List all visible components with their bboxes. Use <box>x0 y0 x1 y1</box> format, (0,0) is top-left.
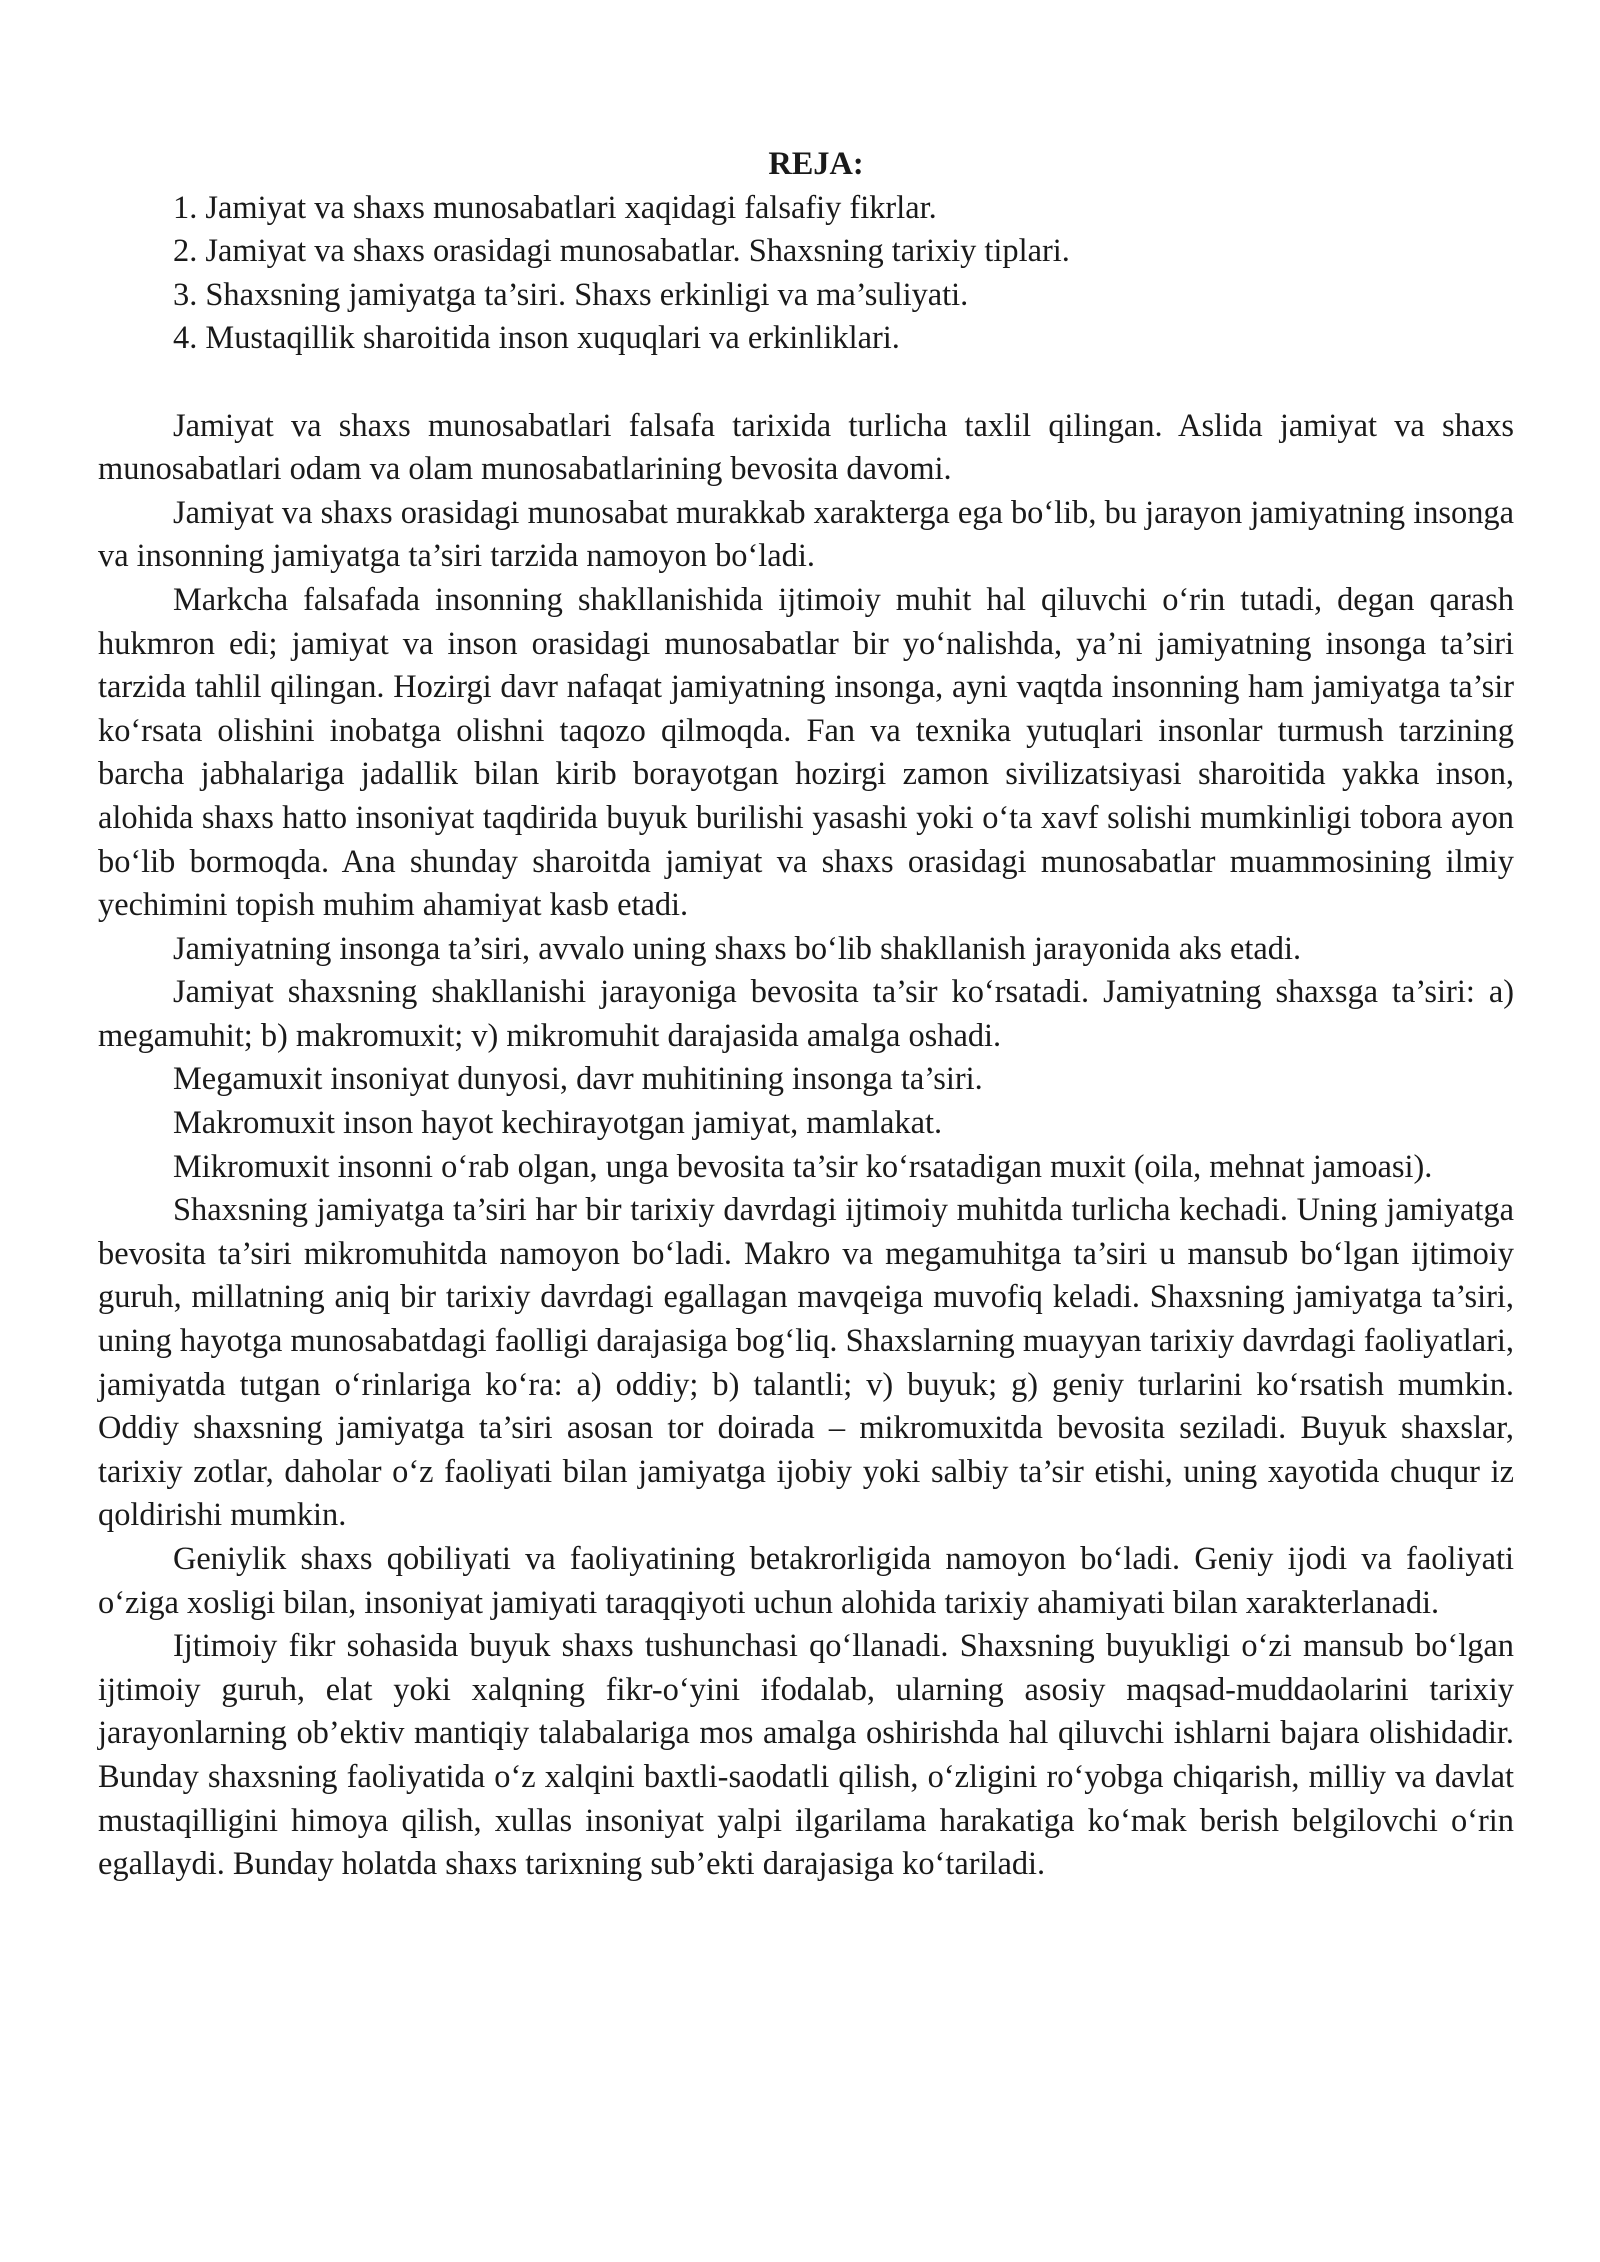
paragraph: Megamuxit insoniyat dunyosi, davr muhitining insonga ta’siri. <box>173 1061 983 1098</box>
page-title: REJA: <box>768 146 864 182</box>
document-page <box>98 143 1514 1887</box>
section-gap <box>98 361 1514 405</box>
paragraph: Makromuxit inson hayot kechirayotgan jamiyat, mamlakat. <box>173 1105 943 1142</box>
paragraph: Mikromuxit insonni o‘rab olgan, unga bevosita ta’sir ko‘rsatadigan muxit (oila, mehnat jamoasi). <box>173 1148 1433 1185</box>
paragraph: Jamiyat va shaxs orasidagi munosabat murakkab xarakterga ega bo‘lib, bu jarayon jamiyatning insonga va insonning jamiyatga ta’siri tarzida namoyon bo‘ladi. <box>98 494 1514 575</box>
paragraph: Jamiyat shaxsning shakllanishi jarayoniga bevosita ta’sir ko‘rsatadi. Jamiyatning shaxsga ta’siri: a) megamuhit; b) makromuxit; v) mikromuhit darajasida amalga oshadi. <box>98 974 1514 1054</box>
paragraph: Ijtimoiy fikr sohasida buyuk shaxs tushunchasi qo‘llanadi. Shaxsning buyukligi o‘zi mansub bo‘lgan ijtimoiy guruh, elat yoki xalqning fikr-o‘yini ifodalab, ularning asosiy maqsad-muddaolarini tarixiy jarayonlarning ob’ektiv mantiqiy talabalariga mos amalga oshirishda hal qiluvchi ishlarni bajara olishidadir. Bunday shaxsning faoliyatida o‘z xalqini baxtli-saodatli qilish, o‘zligini ro‘yobga chiqarish, milliy va davlat mustaqilligini himoya qilish, xullas insoniyat yalpi ilgarilama harakatiga ko‘mak berish belgilovchi o‘rin egallaydi. Bunday holatda shaxs tarixning sub’ekti darajasiga ko‘tariladi. <box>98 1628 1514 1883</box>
paragraph: Shaxsning jamiyatga ta’siri har bir tarixiy davrdagi ijtimoiy muhitda turlicha kechadi. Uning jamiyatga bevosita ta’siri mikromuhitda namoyon bo‘ladi. Makro va megamuhitga ta’siri u mansub bo‘lgan ijtimoiy guruh, millatning aniq bir tarixiy davrdagi egallagan mavqeiga muvofiq keladi. Shaxsning jamiyatga ta’siri, uning hayotga munosabatdagi faolligi darajasiga bog‘liq. Shaxslarning muayyan tarixiy davrdagi faoliyatlari, jamiyatda tutgan o‘rinlariga ko‘ra: a) oddiy; b) talantli; v) buyuk; g) geniy turlarini ko‘rsatish mumkin. Oddiy shaxsning jamiyatga ta’siri asosan tor doirada – mikromuxitda bevosita seziladi. Buyuk shaxslar, tarixiy zotlar, daholar o‘z faoliyati bilan jamiyatga ijobiy yoki salbiy ta’sir etishi, uning xayotida chuqur iz qoldirishi mumkin. <box>98 1192 1514 1534</box>
plan-list <box>98 187 1514 361</box>
paragraph: Jamiyat va shaxs munosabatlari falsafa tarixida turlicha taxlil qilingan. Aslida jamiyat va shaxs munosabatlari odam va olam munosabatlarining bevosita davomi. <box>98 407 1514 488</box>
body-text <box>98 405 1514 1887</box>
paragraph: Geniylik shaxs qobiliyati va faoliyatining betakrorligida namoyon bo‘ladi. Geniy ijodi va faoliyati o‘ziga xosligi bilan, insoniyat jamiyati taraqqiyoti uchun alohida tarixiy ahamiyati bilan xarakterlanadi. <box>98 1541 1514 1621</box>
plan-item: 2. Jamiyat va shaxs orasidagi munosabatlar. Shaxsning tarixiy tiplari. <box>173 233 1070 270</box>
plan-item: 4. Mustaqillik sharoitida inson xuquqlari va erkinliklari. <box>173 320 900 357</box>
paragraph: Markcha falsafada insonning shakllanishida ijtimoiy muhit hal qiluvchi o‘rin tutadi, degan qarash hukmron edi; jamiyat va inson orasidagi munosabatlar bir yo‘nalishda, ya’ni jamiyatning insonga ta’siri tarzida tahlil qilingan. Hozirgi davr nafaqat jamiyatning insonga, ayni vaqtda insonning ham jamiyatga ta’sir ko‘rsata olishini inobatga olishni taqozo qilmoqda. Fan va texnika yutuqlari insonlar turmush tarzining barcha jabhalariga jadallik bilan kirib borayotgan hozirgi zamon sivilizatsiyasi sharoitida yakka inson, alohida shaxs hatto insoniyat taqdirida buyuk burilishi yasashi yoki o‘ta xavf solishi mumkinligi tobora ayon bo‘lib bormoqda. Ana shunday sharoitda jamiyat va shaxs orasidagi munosabatlar muammosining ilmiy yechimini topish muhim ahamiyat kasb etadi. <box>98 581 1514 924</box>
plan-item: 3. Shaxsning jamiyatga ta’siri. Shaxs erkinligi va ma’suliyati. <box>173 276 969 313</box>
paragraph: Jamiyatning insonga ta’siri, avvalo uning shaxs bo‘lib shakllanish jarayonida aks etadi. <box>173 930 1302 967</box>
plan-item: 1. Jamiyat va shaxs munosabatlari xaqidagi falsafiy fikrlar. <box>173 189 937 226</box>
